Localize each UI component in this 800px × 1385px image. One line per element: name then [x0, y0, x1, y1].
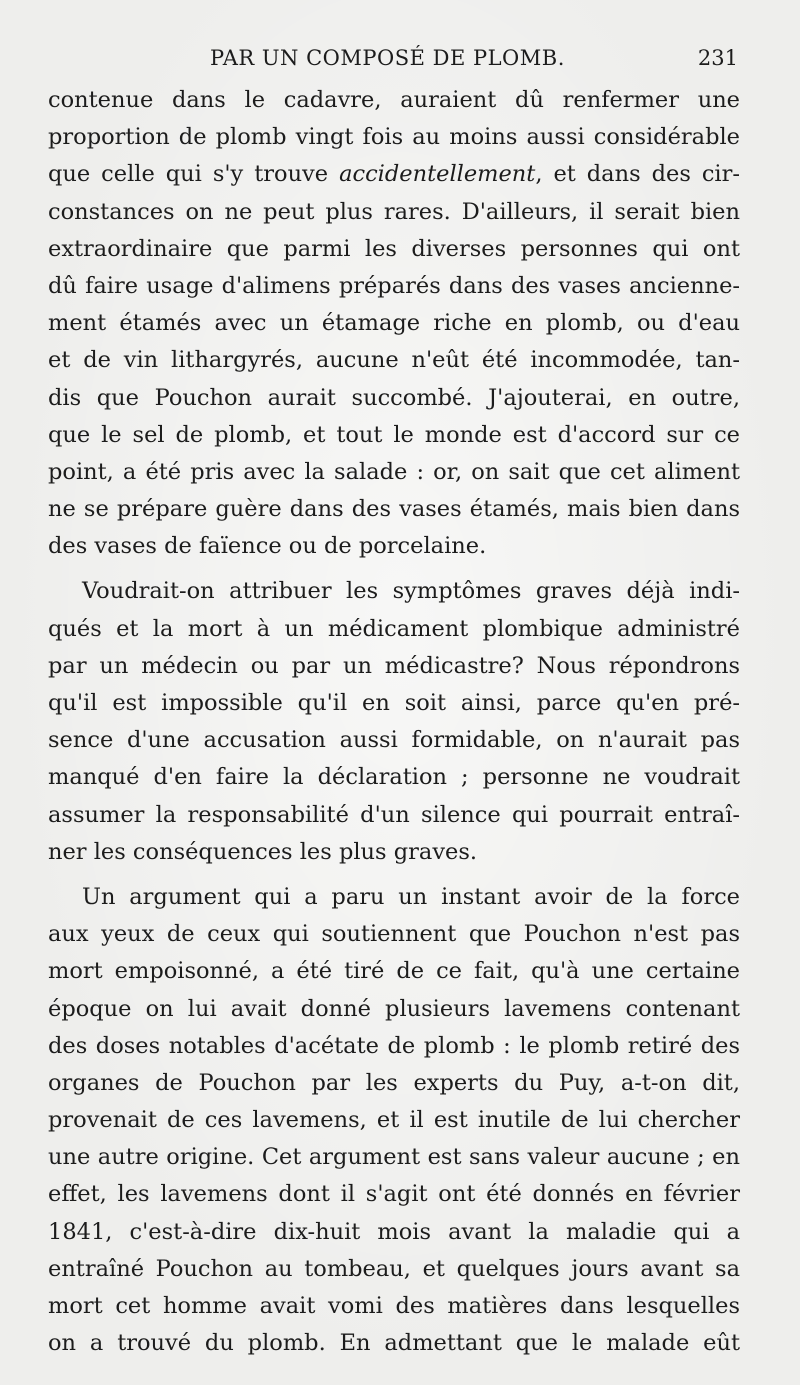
text-line: on a trouvé du plomb. En admettant que le malade eût [48, 1330, 740, 1357]
text-line: point, a été pris avec la salade : or, on sait que cet aliment [48, 458, 740, 485]
text-line: Un argument qui a paru un instant avoir de la force [82, 883, 740, 910]
text-line: mort cet homme avait vomi des matières dans lesquelles [48, 1293, 740, 1319]
text-line: entraîné Pouchon au tombeau, et quelques jours avant sa [48, 1255, 740, 1282]
text-line: des vases de faïence ou de porcelaine. [48, 533, 487, 560]
text-line: et de vin lithargyrés, aucune n'eût été incommodée, tan- [48, 347, 740, 374]
text-line: contenue dans le cadavre, auraient dû renfermer une [48, 87, 740, 113]
text-line: 1841, c'est-à-dire dix-huit mois avant la maladie qui a [48, 1218, 740, 1245]
text-line: proportion de plomb vingt fois au moins aussi considérable [48, 124, 740, 151]
text-line: effet, les lavemens dont il s'agit ont été donnés en février [48, 1181, 740, 1208]
paragraph-gap [48, 565, 740, 573]
text-line: extraordinaire que parmi les diverses personnes qui ont [48, 235, 740, 262]
text-line: par un médecin ou par un médicastre? Nous répondrons [48, 652, 740, 679]
running-head: PAR UN COMPOSÉ DE PLOMB. [210, 46, 565, 70]
text-line: aux yeux de ceux qui soutiennent que Pouchon n'est pas [48, 921, 740, 948]
paragraph-gap [48, 871, 740, 879]
text-line: qu'il est impossible qu'il en soit ainsi, parce qu'en pré- [48, 690, 740, 716]
text-line: époque on lui avait donné plusieurs lavemens contenant [48, 995, 740, 1022]
text-line: que le sel de plomb, et tout le monde est d'accord sur ce [48, 421, 740, 448]
text-line: ne se prépare guère dans des vases étamés, mais bien dans [48, 496, 740, 523]
text-line: mort empoisonné, a été tiré de ce fait, qu'à une certaine [48, 958, 740, 985]
text-line: dû faire usage d'alimens préparés dans des vases ancienne- [48, 272, 740, 299]
text-line: ner les conséquences les plus graves. [48, 838, 478, 865]
text-line: des doses notables d'acétate de plomb : le plomb retiré des [48, 1032, 740, 1059]
text-line: qués et la mort à un médicament plombique administré [48, 615, 740, 642]
paragraph-1 [48, 82, 740, 565]
text-line: manqué d'en faire la déclaration ; personne ne voudrait [48, 764, 740, 791]
text-line: provenait de ces lavemens, et il est inutile de lui chercher [48, 1107, 740, 1134]
text-line-with-italic: que celle qui s'y trouve accidentellement, et dans des cir- [48, 161, 740, 188]
text-line: sence d'une accusation aussi formidable, on n'aurait pas [48, 727, 740, 754]
text-line: une autre origine. Cet argument est sans valeur aucune ; en [48, 1144, 740, 1171]
page-number: 231 [697, 46, 738, 70]
paragraph-2 [48, 573, 740, 871]
text-line: Voudrait-on attribuer les symptômes graves déjà indi- [82, 578, 740, 605]
text-line: organes de Pouchon par les experts du Puy, a-t-on dit, [48, 1069, 740, 1096]
italic-word: accidentellement [339, 161, 536, 188]
body-text [48, 82, 740, 1362]
paragraph-3 [48, 879, 740, 1362]
text-line: assumer la responsabilité d'un silence qui pourrait entraî- [48, 801, 740, 828]
text-line: ment étamés avec un étamage riche en plomb, ou d'eau [48, 310, 740, 337]
text-line: dis que Pouchon aurait succombé. J'ajouterai, en outre, [48, 384, 740, 411]
page-header [48, 44, 748, 74]
text-line: constances on ne peut plus rares. D'ailleurs, il serait bien [48, 198, 740, 225]
